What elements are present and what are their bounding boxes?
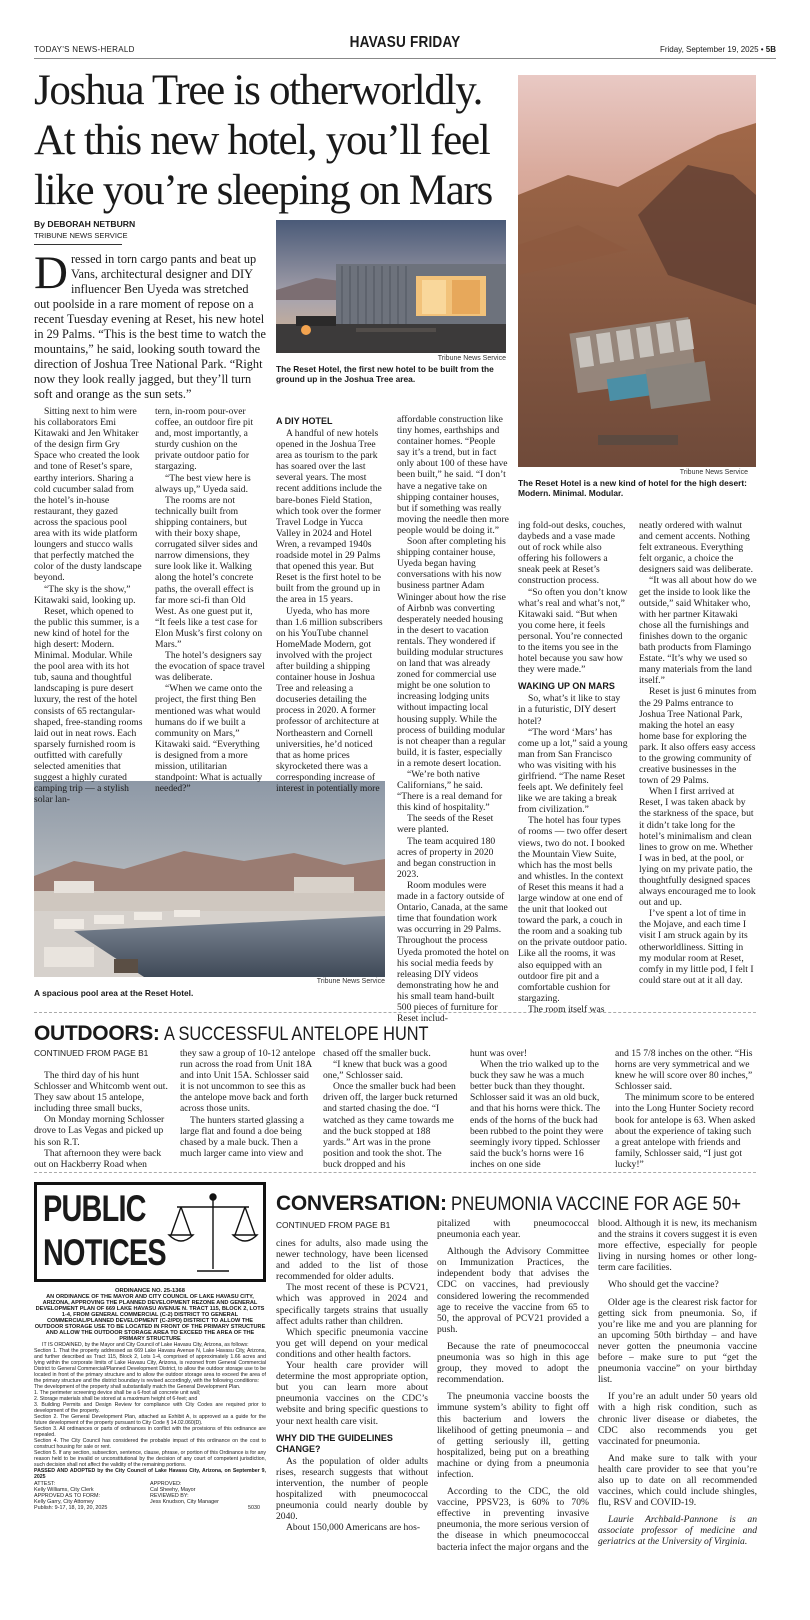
story-column-2 xyxy=(155,406,265,795)
paragraph: Your health care provider will determine the most appropriate option, but you can learn more about pneumonia vaccines on the CDC’s website and bring specific questions to your next health care visit. xyxy=(276,1360,428,1427)
ordinance-number: ORDINANCE NO. 25-1368 xyxy=(115,1288,185,1294)
conversation-column-2 xyxy=(437,1218,589,1590)
photo-pool-area xyxy=(34,781,385,977)
paragraph: On Monday morning Schlosser drove to Las Vegas and picked up his son R.T. xyxy=(34,1114,165,1148)
story-lede xyxy=(34,247,266,402)
news-service: TRIBUNE NEWS SERVICE xyxy=(34,231,128,240)
paragraph: That afternoon they were back out on Hackberry Road when xyxy=(34,1147,162,1170)
outdoors-column-1 xyxy=(34,1070,174,1170)
conversation-column-3 xyxy=(598,1218,757,1590)
paragraph: A handful of new hotels opened in the Joshua Tree area as tourism to the park has soared over the last several years. The most recent additions include the bare-bones Field Station, which took over the former Travel Lodge in Yucca Valley in 2024 and Hotel Wren, a revamped 1940s roadside motel in 29 Palms that opened this year. But Reset is the first hotel to be built from the ground up in the area in 15 years. xyxy=(276,428,382,606)
paragraph: The room itself was xyxy=(528,1003,605,1015)
outdoors-column-5 xyxy=(615,1048,757,1170)
author-note: Laurie Archbald-Pannone is an associate professor of medicine and geriatrics at the University of Virginia. xyxy=(598,1514,757,1548)
story-column-6 xyxy=(639,520,757,1000)
ordinance-paragraph: The development of the property shall substantially match the General Development Plan. xyxy=(34,1384,241,1390)
paragraph: Soon after completing his shipping container house, Uyeda began having conversations with his now business partner Adam Wininger about how the rise of Airbnb was converting desperately needed housing in the desert to vacation rentals. They wondered if building modular structures on land that was already zoned for commercial use might be one solution to increasing lodging units without impacting local housing supply. While the process of building modular is not cheaper than a regular build, it is faster, especially in a remote desert location. xyxy=(397,536,506,769)
paragraph: Uyeda, who has more than 1.6 million subscribers on his YouTube channel HomeMade Modern, got involved with the project after building a shipping container house in Joshua Tree and releasing a docuseries detailing the process in 2020. A former professor of architecture at Northeastern and Cornell universities, he’d noticed that as home prices skyrocketed there was a corresponding increase of interest in potentially more xyxy=(276,605,383,794)
conversation-continued: CONTINUED FROM PAGE B1 xyxy=(276,1220,391,1230)
story-column-4 xyxy=(397,414,509,1025)
header-rule xyxy=(34,58,776,59)
paragraph: The pneumonia vaccine boosts the immune system’s ability to fight off this bacterium and lowers the likelihood of getting pneumonia – and of getting seriously ill, getting hospitalized, being put on a breathing machine or dying from a pneumonia infection. xyxy=(437,1391,589,1480)
ordinance-paragraph: Section 2. The General Development Plan, attached as Exhibit A, is approved as a guide for the future development of the property pursuant to City Code § 14.02.060(D). xyxy=(34,1414,266,1426)
conversation-column-1 xyxy=(276,1238,428,1588)
issue-date: Friday, September 19, 2025 • 5B xyxy=(659,45,776,54)
attest-label: ATTEST: xyxy=(34,1481,56,1487)
paragraph: The minimum score to be entered into the Long Hunter Society record book for antelope is 63. When asked about the experience of taking such a great antelope with friends and family, Schlosser said, “I just got lucky!” xyxy=(615,1092,756,1170)
paragraph: Which specific pneumonia vaccine you get will depend on your medical conditions and other health factors. xyxy=(276,1326,428,1360)
outdoors-column-4 xyxy=(470,1048,605,1170)
paragraph: The third day of his hunt Schlosser and Whitcomb went out. They saw about 15 antelope, including three small bucks, xyxy=(34,1070,168,1115)
paragraph: About 150,000 Americans are hos- xyxy=(286,1522,421,1534)
byline-rule xyxy=(34,244,122,245)
paragraph: blood. Although it is new, its mechanism and the strains it covers suggest it is even more effective, especially for people living in nursing homes or other long-term care facilities. xyxy=(598,1218,757,1274)
conversation-headline xyxy=(276,1192,781,1216)
outdoors-title: A SUCCESSFUL ANTELOPE HUNT xyxy=(164,1024,429,1045)
subhead-waking-up-on-mars: WAKING UP ON MARS xyxy=(518,681,615,692)
byline: By DEBORAH NETBURN xyxy=(34,219,136,229)
public-notices-logo: PUBLIC NOTICES xyxy=(43,1188,166,1273)
paragraph: ing fold-out desks, couches, daybeds and a vase made out of rock while also offering his followers a sneak peek at Reset’s construction process. xyxy=(518,520,626,587)
outdoors-headline xyxy=(34,1022,472,1046)
paragraph: pitalized with pneumococcal pneumonia each year. xyxy=(437,1218,589,1241)
paragraph: So, what’s it like to stay in a futuristic, DIY desert hotel? xyxy=(518,693,621,727)
paragraph: they saw a group of 10-12 antelope run across the road from Unit 18A and into Unit 15A. Schlosser said it is not uncommon to see this as the antelope move back and forth across those units. xyxy=(180,1048,316,1115)
photo-caption-2: The Reset Hotel is a new kind of hotel for the high desert: Modern. Minimal. Modular. xyxy=(518,478,747,498)
paragraph: Reset, which opened to the public this summer, is a new kind of hotel for the high desert: Modern. Minimal. Modular. While the pool area with its hot tub, sauna and thoughtful landscaping is pure desert luxury, the rest of the hotel consists of 65 rectangular-shaped, free-standing rooms laid out in neat rows. Each sparsely furnished room is outfitted with carefully selected amenities that suggest a highly curated camping trip — a stylish solar lan- xyxy=(34,605,143,806)
paragraph: As the population of older adults rises, research suggests that without intervention, the number of people hospitalized with pneumococcal pneumonia could nearly double by 2040. xyxy=(276,1455,428,1523)
outdoors-column-2 xyxy=(180,1048,316,1163)
paragraph: “I knew that buck was a good one,” Schlosser said. xyxy=(323,1059,448,1082)
notice-code: 5030 xyxy=(248,1505,260,1511)
outdoors-continued: CONTINUED FROM PAGE B1 xyxy=(34,1048,149,1058)
ordinance-text xyxy=(34,1288,266,1588)
photo-hotel-exterior xyxy=(276,220,506,353)
paragraph: The hotel has four types of rooms — two offer desert views, two do not. I booked the Mountain View Suite, which has the most bells and whistles. In the context of Reset this means it had a large window at one end of the unit that looked out toward the park, a couch in the room and a soaking tub on the private outdoor patio. Like all the rooms, it was also equipped with an outdoor fire pit and a comfortable cushion for stargazing. xyxy=(518,815,628,1004)
newspaper-title: HAVASU FRIDAY xyxy=(349,34,461,51)
paragraph: Although the Advisory Committee on Immunization Practices, the independent body that advises the CDC on vaccines, had previously considered lowering the recommended age to receive the vaccine from 65 to 50, the approval of PCV21 provided a push. xyxy=(437,1246,589,1335)
paragraph: When the trio walked up to the buck they saw he was a much better buck than they thought. Schlosser said it was an old buck, and that his horns were thick. The ends of the horns of the buck had been rubbed to the point they were seemingly ivory tipped. Schlosser said the buck’s horns were 16 inches on one side xyxy=(470,1059,604,1170)
paragraph: According to the CDC, the old vaccine, PPSV23, is 60% to 70% effective in preventing invasive pneumonia, the more serious version of the disease in which pneumococcal bacteria infect the major organs and the xyxy=(437,1486,589,1553)
paragraph: “The best view here is always up,” Uyeda said. xyxy=(155,472,251,495)
hotel-exterior-image xyxy=(276,220,506,353)
paragraph: The hotel’s designers say the evocation of space travel was deliberate. xyxy=(155,650,265,684)
photo-credit-1: Tribune News Service xyxy=(437,355,506,362)
paragraph: Once the smaller buck had been driven off, the larger buck returned and started chasing the doe. “I watched as they came towards me and the buck stopped at 188 yards.” Art was in the prone position and took the shot. The buck dropped and his xyxy=(323,1081,458,1170)
paragraph: “When we came onto the project, the first thing Ben mentioned was what would humans do if we built a community on Mars,” Kitawaki said. “Everything is designed from a more mission, utilitarian standpoint: What is actually needed?” xyxy=(155,683,263,795)
paragraph: cines for adults, also made using the newer technology, have been licensed and added to the list of those recommended for older adults. xyxy=(276,1238,428,1283)
paragraph: chased off the smaller buck. xyxy=(323,1048,431,1059)
signature-block xyxy=(34,1481,266,1511)
section-label: TODAY'S NEWS-HERALD xyxy=(34,45,135,54)
conversation-kicker: CONVERSATION: xyxy=(276,1192,447,1215)
paragraph: Reset is just 6 minutes from the 29 Palms entrance to Joshua Tree National Park, making the hotel an easy home base for exploring the park. It also offers easy access to the growing community of creative businesses in the town of 29 Palms. xyxy=(639,686,757,787)
aerial-image xyxy=(518,75,756,467)
paragraph: The most recent of these is PCV21, which was approved in 2024 and specifically targets strains that usually affect adults rather than children. xyxy=(276,1282,428,1327)
story-column-3 xyxy=(276,414,386,794)
approved-label: APPROVED: xyxy=(150,1481,182,1487)
paragraph: “We’re both native Californians,” he said. “There is a real demand for this kind of hospitality.” xyxy=(397,769,503,814)
photo-credit-2: Tribune News Service xyxy=(679,469,748,476)
paragraph: When I first arrived at Reset, I was taken aback by the starkness of the space, but it didn’t take long for the hotel’s minimalism and clean lines to grow on me. Whether I was in bed, at the pool, or lying on my private patio, the thoughtfully designed spaces always encouraged me to look out and up. xyxy=(639,786,756,909)
reviewed-name: Jess Knudson, City Manager xyxy=(150,1499,219,1505)
ordinance-paragraph: Section 3. All ordinances or parts of ordinances in conflict with the provisions of this ordinance are repealed. xyxy=(34,1426,266,1438)
paragraph: If you’re an adult under 50 years old with a high risk condition, such as chronic liver disease or diabetes, the CDC also recommends you get vaccinated for pneumonia. xyxy=(598,1391,757,1447)
outdoors-column-3 xyxy=(323,1048,459,1170)
paragraph: I’ve spent a lot of time in the Mojave, and each time I visit I am struck again by its otherworldliness. Sitting in my modular room at Reset, comfy in my little pod, I felt I could stare out at it all day. xyxy=(639,908,754,986)
ordinance-paragraph: 3. Building Permits and Design Review for compliance with City Codes are required prior to development of the property. xyxy=(34,1402,266,1414)
issue-date-text: Friday, September 19, 2025 xyxy=(659,45,759,54)
section-divider xyxy=(34,1172,756,1173)
story-column-1 xyxy=(34,406,143,806)
paragraph: Because the rate of pneumococcal pneumonia was so high in this age group, they moved to adopt the recommendation. xyxy=(437,1340,589,1386)
subhead-diy-hotel: A DIY HOTEL xyxy=(276,416,333,426)
photo-caption-1: The Reset Hotel, the first new hotel to be built from the ground up in the Joshua Tree area. xyxy=(276,364,494,384)
ordinance-paragraph: 1. The perimeter screening device shall be a 6-foot all concrete unit wall; xyxy=(34,1390,201,1396)
ordinance-paragraph: Section 1. That the property addressed as 669 Lake Havasu Avenue N, Lake Havasu City, Arizona, and further described as Tract 115, Block 2, Lots 1-4, comprised of approximately 1.66 acres and lying within the corporate limits of Lake Havasu City, Arizona, is rezoned from General Commercial District to General Commercial/Planned Development District, to allow the outdoor storage use to be located in front of the primary structure and to allow the outdoor storage area to exceed the area of the primary structure and the district boundary is revised accordingly, with the following conditions: xyxy=(34,1348,266,1384)
paragraph: hunt was over! xyxy=(470,1048,528,1059)
drop-cap: D xyxy=(34,247,68,299)
paragraph: “The word ‘Mars’ has come up a lot,” said a young man from San Francisco who was visiting with his girlfriend. “The name Reset feels apt. We definitely feel like we are taking a break from civilization.” xyxy=(518,726,628,816)
photo-credit-3: Tribune News Service xyxy=(316,978,385,985)
paragraph: The hunters started glassing a large flat and found a doe being chased by a male buck. Then a much larger came into view and xyxy=(180,1114,305,1159)
paragraph: “So often you don’t know what’s real and what’s not,” Kitawaki said. “But when you come here, it feels personal. You’re connected to the items you see in the hotel because you saw how they were made.” xyxy=(518,586,628,676)
attest-name: Kelly Williams, City Clerk xyxy=(34,1487,94,1493)
photo-aerial-view xyxy=(518,75,756,467)
paragraph: “The sky is the show,” Kitawaki said, looking up. xyxy=(34,583,136,606)
page-number: 5B xyxy=(765,45,776,54)
approved-form-name: Kelly Garry, City Attorney xyxy=(34,1499,94,1505)
paragraph: Room modules were made in a factory outside of Ontario, Canada, at the same time that foundation work was occurring in 29 Palms. Throughout the process Uyeda promoted the hotel on his social media feeds by releasing DIY videos demonstrating how he and his small team hand-built 500 pieces of furniture for Reset includ- xyxy=(397,879,509,1025)
paragraph: “It was all about how do we get the inside to look like the outside,” said Whitaker who, with her partner Kitawaki chose all the furnishings and finishes down to the organic bath products from Flamingo Estate. “It’s why we used so many materials from the land itself.” xyxy=(639,575,757,687)
approved-name: Cal Sheehy, Mayor xyxy=(150,1487,196,1493)
subhead-why-guidelines-change: WHY DID THE GUIDELINES CHANGE? xyxy=(276,1432,393,1454)
paragraph: The seeds of the Reset were planted. xyxy=(397,813,494,836)
story-column-5 xyxy=(518,520,628,1015)
ordinance-paragraph: PASSED AND ADOPTED by the City Council of Lake Havasu City, Arizona, on September 9, 2025 xyxy=(34,1468,266,1480)
paragraph: neatly ordered with walnut and cement accents. Nothing felt extraneous. Everything felt organic, a choice the designers said was deliberate. xyxy=(639,520,754,576)
paragraph: And make sure to talk with your health care provider to see that you’re also up to date on all recommended vaccines, which could include shingles, flu, RSV and COVID-19. xyxy=(598,1452,757,1509)
paragraph: Who should get the vaccine? xyxy=(608,1279,719,1291)
ordinance-paragraph: Section 5. If any section, subsection, sentence, clause, phrase, or portion of this Ordinance is for any reason held to be invalid or unconstitutional by the decision of any court of competent jurisdiction, such decision shall not affect the validity of the remaining portions. xyxy=(34,1450,266,1468)
section-divider xyxy=(34,1012,756,1013)
paragraph: The team acquired 180 acres of property in 2020 and began construction in 2023. xyxy=(397,835,496,880)
photo-caption-3: A spacious pool area at the Reset Hotel. xyxy=(34,988,194,998)
scales-of-justice-icon xyxy=(167,1191,259,1277)
paragraph: tern, in-room pour-over coffee, an outdoor fire pit and, most importantly, a sturdy cushion on the private outdoor patio for stargazing. xyxy=(155,406,254,473)
story-headline: Joshua Tree is otherworldly. At this new hotel, you’ll feel like you’re sleeping on Mars xyxy=(34,67,492,214)
conversation-title: PNEUMONIA VACCINE FOR AGE 50+ xyxy=(451,1194,742,1215)
paragraph: affordable construction like tiny homes, earthships and container homes. “People say it’s a trend, but in fact only about 100 of these have been built,” he said. “I don’t have a negative take on shipping container houses, but if something was really moving the needle then more people would be doing it.” xyxy=(397,414,509,536)
paragraph: and 15 7/8 inches on the other. “His horns are very symmetrical and we knew he will score over 80 inches,” Schlosser said. xyxy=(615,1048,753,1093)
ordinance-paragraph: Section 4. The City Council has considered the probable impact of this ordinance on the cost to construct housing for sale or rent. xyxy=(34,1438,266,1450)
reviewed-label: REVIEWED BY: xyxy=(150,1493,189,1499)
lede-text: ressed in torn cargo pants and beat up Vans, architectural designer and DIY influencer Ben Uyeda was stretched out poolside in a rare moment of repose on a recent Tuesday evening at Reset, his new hotel in 29 Palms. “This is the best time to watch the mountains,” he said, looking south toward the direction of Joshua Tree National Park. “Right now they look really jagged, but they’ll turn soft and orange as the sun sets.” xyxy=(34,252,266,401)
paragraph: Older age is the clearest risk factor for getting sick from pneumonia. So, if you’re like me and you are planning for an upcoming 50th birthday – and have never gotten the pneumonia vaccine before – make sure to put “get the pneumonia vaccine” on your birthday list. xyxy=(598,1296,757,1386)
ordinance-paragraph: 2. Storage materials shall be stored at a maximum height of 6-feet; and xyxy=(34,1396,198,1402)
outdoors-kicker: OUTDOORS: xyxy=(34,1022,160,1045)
public-notices-box xyxy=(34,1182,266,1282)
paragraph: The rooms are not technically built from shipping containers, but with their boxy shape, corrugated silver sides and narrow dimensions, they sure look like it. Walking along the hotel’s concrete paths, the overall effect is far more sci-fi than Old West. As one guest put it, “It feels like a test case for Elon Musk’s first colony on Mars.” xyxy=(155,494,263,650)
ordinance-paragraph: IT IS ORDAINED, by the Mayor and City Council of Lake Havasu City, Arizona, as follows: xyxy=(42,1342,249,1348)
approved-form-label: APPROVED AS TO FORM: xyxy=(34,1493,101,1499)
ordinance-heading: AN ORDINANCE OF THE MAYOR AND CITY COUNCIL OF LAKE HAVASU CITY, ARIZONA, APPROVING THE PLANNED DEVELOPMENT REZONE AND GENERAL DEVELOPMENT PLAN OF 669 LAKE HAVASU AVENUE N. TRACT 115, BLOCK 2, LOTS 1-4, FROM GENERAL COMMERCIAL (C-2) DISTRICT TO GENERAL COMMERCIAL/PLANNED DEVELOPMENT (C-2/PD) DISTRICT TO ALLOW THE OUTDOOR STORAGE USE TO BE LOCATED IN FRONT OF THE PRIMARY STRUCTURE AND ALLOW THE OUTDOOR STORAGE AREA TO EXCEED THE AREA OF THE PRIMARY STRUCTURE xyxy=(34,1294,266,1342)
publish-dates: Publish: 9-17, 18, 19, 20, 2025 xyxy=(34,1505,108,1511)
pool-image xyxy=(34,781,385,977)
paragraph: Sitting next to him were his collaborators Emi Kitawaki and Jen Whitaker of the design firm Gry Space who created the look and tone of Reset’s spare, earthy interiors. Sharing a cold cucumber salad from the hotel’s in-house restaurant, they gazed across the spacious pool area with its wide platform loungers and stucco walls that perfectly matched the color of the dusty landscape beyond. xyxy=(34,406,142,584)
